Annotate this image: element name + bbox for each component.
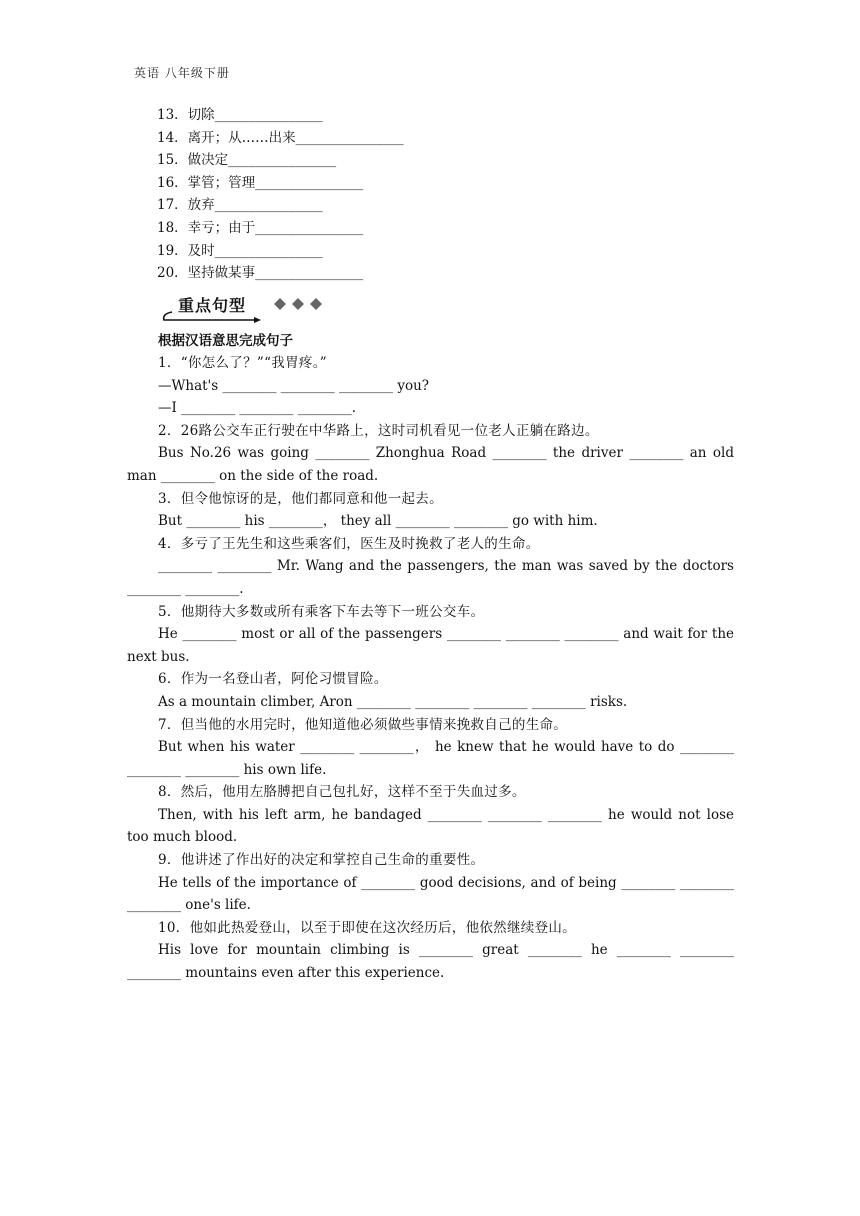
sentence-prompt: 5．他期待大多数或所有乘客下车去等下一班公交车。: [158, 603, 485, 620]
sentence-prompt: 4．多亏了王先生和这些乘客们，医生及时挽救了老人的生命。: [158, 535, 540, 552]
section-badge: [158, 290, 338, 324]
page-header: 英语 八年级下册: [134, 66, 230, 80]
sentence-answer: ________ ________ Mr. Wang and the passengers, the man was saved by the doctors ________ ________.: [127, 558, 734, 597]
sentence-prompt: 1．“你怎么了？”“我胃疼。”: [158, 355, 327, 371]
diamond-icon: [310, 298, 322, 310]
section-title: 重点句型: [178, 296, 247, 315]
instruction: 根据汉语意思完成句子: [158, 333, 293, 349]
sentence-prompt: 9．他讲述了作出好的决定和掌控自己生命的重要性。: [158, 852, 485, 869]
sentence-answer: As a mountain climber, Aron ________ ________ ________ ________ risks.: [158, 693, 628, 710]
sentence-prompt: 7．但当他的水用完时，他知道他必须做些事情来挽救自己的生命。: [158, 716, 568, 733]
vocab-item: 15．做决定________________: [157, 152, 337, 169]
sentence-prompt: 3．但令他惊讶的是，他们都同意和他一起去。: [158, 490, 443, 507]
vocab-item: 19．及时________________: [157, 242, 323, 259]
sentence-answer: Bus No.26 was going ________ Zhonghua Road ________ the driver ________ an old man ________ on the side of the road.: [127, 445, 734, 484]
vocab-item: 18．幸亏；由于________________: [157, 219, 364, 236]
vocab-list: [157, 104, 737, 285]
sentence-prompt: 8．然后，他用左胳膊把自己包扎好，这样不至于失血过多。: [158, 784, 526, 801]
sentence-answer: —I ________ ________ ________.: [158, 400, 356, 417]
sentence-answer: —What's ________ ________ ________ you?: [158, 377, 430, 394]
vocab-item: 17．放弃________________: [157, 197, 323, 214]
sentence-prompt: 2．26路公交车正行驶在中华路上，这时司机看见一位老人正躺在路边。: [158, 422, 599, 439]
sentence-answer: Then, with his left arm, he bandaged ________ ________ ________ he would not lose too much blood.: [127, 806, 734, 846]
sentence-answer: But when his water ________ ________， he knew that he would have to do ________ ________ ________ his own life.: [127, 739, 734, 778]
vocab-item: 16．掌管；管理________________: [157, 174, 364, 191]
sentence-list: [127, 352, 734, 985]
sentence-prompt: 6．作为一名登山者，阿伦习惯冒险。: [158, 671, 388, 688]
sentence-answer: He tells of the importance of ________ good decisions, and of being ________ ________ ________ one's life.: [127, 874, 734, 914]
diamond-icon: [292, 298, 304, 310]
vocab-item: 20．坚持做某事________________: [157, 265, 364, 282]
diamond-icon: [274, 298, 286, 310]
vocab-item: 14．离开；从……出来________________: [157, 129, 404, 146]
sentence-answer: But ________ his ________， they all ________ ________ go with him.: [158, 513, 598, 530]
sentence-prompt: 10．他如此热爱登山，以至于即使在这次经历后，他依然继续登山。: [158, 919, 576, 936]
sentence-answer: He ________ most or all of the passengers ________ ________ ________ and wait for the next bus.: [127, 626, 734, 665]
vocab-item: 13．切除________________: [157, 107, 323, 123]
sentence-answer: His love for mountain climbing is ________ great ________ he ________ ________ ________ mountains even after this experience.: [127, 942, 734, 982]
